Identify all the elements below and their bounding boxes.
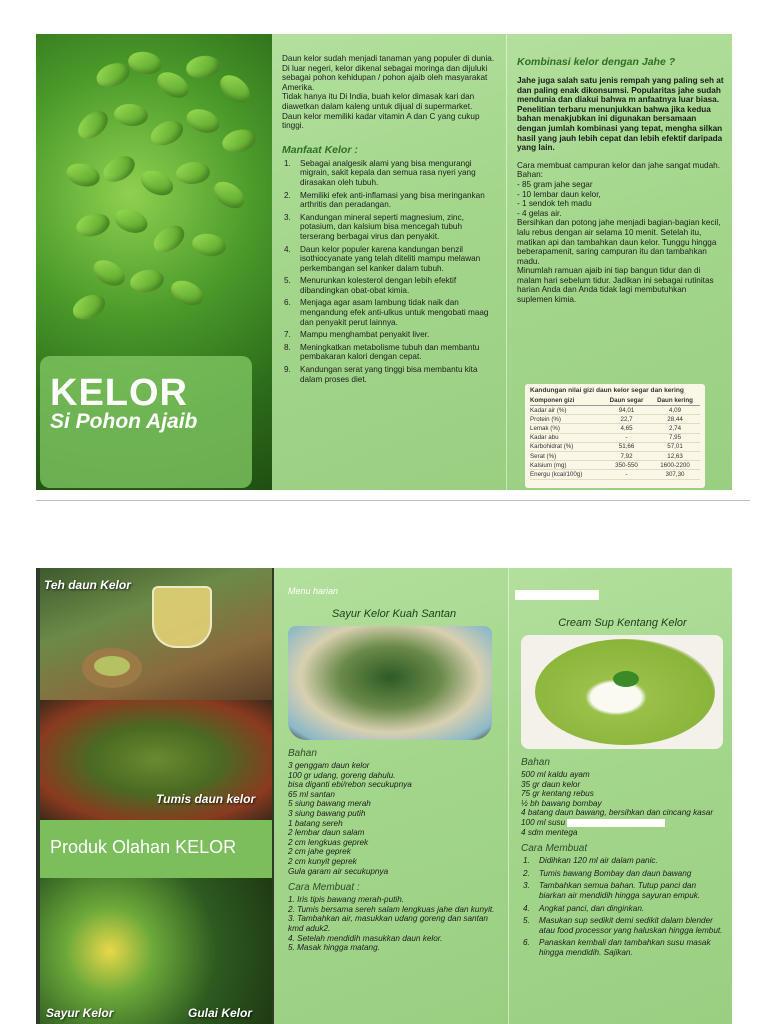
list-item: Gula garam air secukupnya <box>288 866 389 876</box>
brochure-outside-panel <box>36 34 732 490</box>
recipe1-bahan-label: Bahan <box>288 748 317 759</box>
list-item: 1. Didihkan 120 ml air dalam panic. <box>523 856 658 866</box>
produk-banner <box>40 820 272 878</box>
leaf-icon <box>149 220 189 258</box>
photo-cream-sup-kentang-kelor <box>521 635 723 749</box>
list-item: 5. Masak hingga matang. <box>288 943 380 953</box>
intro-paragraph: Daun kelor sudah menjadi tanaman yang populer di dunia. Di luar negeri, kelor dikenal sebagai moringa dan dijuluki sebagai pohon kehidupan / pohon ajaib oleh masyarakat Amerika. <box>282 54 495 92</box>
leaf-icon <box>89 255 129 291</box>
leaf-icon <box>111 205 150 237</box>
blank-label <box>515 590 599 600</box>
table-row: Kalsium (mg) 350-550 1600-2200 <box>530 461 700 470</box>
list-item: 2. Tumis bersama sereh salam lengkuas jahe dan kunyit. <box>288 904 495 914</box>
recipe2-title: Cream Sup Kentang Kelor <box>558 617 687 629</box>
leaf-icon <box>74 210 113 240</box>
leaf-icon <box>613 671 639 687</box>
list-item: 4. Angkat panci, dan dinginkan. <box>523 903 645 913</box>
caption-tumis: Tumis daun kelor <box>156 792 256 806</box>
table-header: Komponen gizi <box>530 396 603 406</box>
leaf-icon <box>175 161 211 186</box>
list-item: 4. Setelah mendidih masukkan daun kelor. <box>288 933 443 943</box>
list-item: 4 batang daun bawang, bersihkan dan cincang kasar <box>521 808 714 818</box>
table-row: Energu (kcal/100g) - 307,30 <box>530 470 700 479</box>
jahe-bahan-label: Bahan: <box>517 170 543 180</box>
nutrition-table <box>530 396 700 480</box>
table-row: Serat (%) 7,92 12,63 <box>530 451 700 460</box>
jahe-bahan-item: - 1 sendok teh madu <box>517 199 592 209</box>
list-item: 5. Menurunkan kolesterol dengan lebih efektif dibandingkan obat-obat kimia. <box>284 276 457 295</box>
nutrition-title: Kandungan nilai gizi daun kelor segar dan kering <box>530 387 684 394</box>
intro-text <box>282 54 496 131</box>
jahe-recipe <box>517 161 724 305</box>
table-row: Kadar air (%) 94,01 4,09 <box>530 406 700 415</box>
jahe-text <box>517 76 724 153</box>
recipe2-column <box>508 568 732 1024</box>
list-item: bisa diganti ebi/rebon secukupnya <box>288 780 412 790</box>
photo-tumis-daun-kelor <box>40 700 272 820</box>
recipe2-cara <box>521 856 724 957</box>
leaf-icon <box>209 176 249 214</box>
list-item: 65 ml santan <box>288 789 335 799</box>
redaction-bar <box>567 819 665 827</box>
recipe2-bahan-label: Bahan <box>521 757 550 768</box>
menu-label: Menu harian <box>288 586 339 596</box>
intro-paragraph: Tidak hanya itu Di India, buah kelor dimasak kari dan diawetkan dalam kaleng untuk dijual di supermarket. <box>282 92 475 111</box>
leaf-icon <box>220 126 259 156</box>
leaf-icon <box>215 70 255 109</box>
caption-sayur: Sayur Kelor <box>46 1006 114 1020</box>
list-item: 2 cm kunyit geprek <box>288 856 357 866</box>
list-item: 2. Memiliki efek anti-inflamasi yang bisa meringankan arthritis dan peradangan. <box>284 190 485 210</box>
produk-title: Produk Olahan KELOR <box>50 837 237 857</box>
jahe-bahan-item: - 85 gram jahe segar <box>517 179 593 189</box>
leaf-icon <box>137 166 177 200</box>
recipe1-cara <box>288 895 500 953</box>
brochure-inside-panel <box>36 568 732 1024</box>
cover-title: KELOR <box>50 372 188 414</box>
table-header: Daun segar <box>603 396 650 406</box>
soup-bowl-icon <box>535 639 715 745</box>
list-item: 3 siung bawang putih <box>288 808 366 818</box>
tea-cup-icon <box>152 586 212 648</box>
nutrition-table-card <box>525 384 705 488</box>
list-item: 4 sdm mentega <box>521 827 578 837</box>
leaf-icon <box>93 59 132 91</box>
list-item: 7. Mampu menghambat penyakit liver. <box>284 330 430 340</box>
table-header: Daun kering <box>650 396 700 406</box>
leaf-icon <box>99 151 139 187</box>
jahe-step: Bersihkan dan potong jahe menjadi bagian-bagian kecil, lalu rebus dengan air selama 10 menit. Setelah itu, matikan api dan tambahkan daun kelor. Tunggu hingga beberapamenit, saring campuran itu dan tambahkan madu. <box>517 218 721 266</box>
list-item: 6. Panaskan kembali dan tambahkan susu masak hingga mendidih. Sajikan. <box>523 938 711 957</box>
cover-subtitle: Si Pohon Ajaib <box>50 410 198 433</box>
jahe-paragraph: Penelitian terbaru menunjukkan bahwa jika kedua bahan menakjubkan ini digunakan bersamaan dengan jumlah kombinasi yang tepat, mengha silkan hasil yang jauh lebih cepat dan lebih efektif daripada yang lain. <box>517 104 723 153</box>
table-row: Protein (%) 22,7 28,44 <box>530 415 700 424</box>
leaf-icon <box>113 103 149 128</box>
jahe-cara-intro: Cara membuat campuran kelor dan jahe sangat mudah. <box>517 160 720 170</box>
middle-column <box>272 34 506 490</box>
table-row: Lemak (%) 4,65 2,74 <box>530 424 700 433</box>
list-item: 100 gr udang, goreng dahulu. <box>288 770 396 780</box>
list-item: 1. Iris tipis bawang merah-putih. <box>288 895 405 905</box>
list-item: 2 cm jahe geprek <box>288 847 351 857</box>
leaf-icon <box>147 116 187 150</box>
recipe1-bahan <box>288 761 500 876</box>
leaf-icon <box>64 160 103 190</box>
jahe-step: Minumlah ramuan ajaib ini tiap bangun tidur dan di malam hari sebelum tidur. Jadikan ini sebagai rutinitas harian Anda dan Anda tidak lagi membutuhkan suplemen kimia. <box>517 266 714 305</box>
intro-paragraph: Daun kelor memiliki kadar vitamin A dan C yang cukup tinggi. <box>282 111 480 131</box>
leaf-icon <box>190 231 227 259</box>
photo-sayur-kelor-kuah-santan <box>288 626 492 740</box>
leaf-icon <box>73 106 113 145</box>
list-item: 2 cm lengkuas geprek <box>288 837 369 847</box>
list-item: 2. Tumis bawang Bombay dan daun bawang <box>523 868 692 878</box>
leaf-icon <box>128 267 165 295</box>
leaf-icon <box>69 290 109 324</box>
photo-teh-daun-kelor <box>40 568 272 700</box>
list-item: 4. Daun kelor populer karena kandungan benzil isothiocyanate yang telah diteliti mampu melawan perkembangan sel kanker dalam tubuh. <box>284 244 481 273</box>
list-item: 1 batang sereh <box>288 818 343 828</box>
right-column <box>506 34 732 490</box>
table-row: Kadar abu - 7,95 <box>530 433 700 442</box>
jahe-paragraph: Jahe juga salah satu jenis rempah yang paling seh at dan paling enak dikonsumsi. Popularitas jahe sudah mendunia dan diakui bahwa m anfaatnya luar biasa. <box>517 76 724 105</box>
list-item: 1. Sebagai analgesik alami yang bisa mengurangi migrain, sakit kepala dan semua rasa nyeri yang dirasakan oleh tubuh. <box>284 158 476 187</box>
list-item: 2 lembar daun salam <box>288 828 365 838</box>
list-item: 35 gr daun kelor <box>521 779 581 789</box>
leaf-icon <box>167 276 207 310</box>
list-item: 3 genggam daun kelor <box>288 761 370 770</box>
manfaat-heading: Manfaat Kelor : <box>282 143 358 156</box>
recipe1-column <box>274 568 508 1024</box>
caption-teh: Teh daun Kelor <box>44 578 131 592</box>
jahe-bahan-item: - 10 lembar daun kelor, <box>517 189 601 199</box>
leaf-icon <box>126 49 163 77</box>
list-item: 5 siung bawang merah <box>288 799 371 809</box>
jahe-bahan-item: - 4 gelas air. <box>517 208 562 218</box>
list-item: ½ bh bawang bombay <box>521 798 602 808</box>
list-item: 5. Masukan sup sedikit demi sedikit dalam blender atau food processor yang haluskan hingga lembut. <box>523 916 723 935</box>
powder-icon <box>94 656 130 676</box>
table-row: Karbohidrat (%) 51,66 57,01 <box>530 442 700 451</box>
caption-gulai: Gulai Kelor <box>188 1006 253 1020</box>
list-item: 500 ml kaldu ayam <box>521 770 590 779</box>
photo-sayur-gulai-kelor <box>40 878 272 1024</box>
recipe2-bahan <box>521 770 724 837</box>
recipe1-cara-label: Cara Membuat : <box>288 882 360 894</box>
cover-photo-moringa-branch <box>36 34 272 490</box>
list-item: 3. Kandungan mineral seperti magnesium, zinc, potasium, dan kalsium bisa mencegah tubuh terserang berbagai virus dan penyakit. <box>284 212 464 241</box>
page-divider <box>36 500 750 501</box>
list-item: 3. Tambahkan air, masukkan udang goreng dan santan kmd aduk2. <box>288 914 488 933</box>
list-item: 9. Kandungan serat yang tinggi bisa membantu kita dalam proses diet. <box>284 365 478 384</box>
products-column <box>36 568 274 1024</box>
manfaat-list <box>282 159 496 384</box>
list-item: 100 ml susu <box>521 818 724 828</box>
jahe-heading: Kombinasi kelor dengan Jahe ? <box>517 56 676 68</box>
list-item: 8. Meningkatkan metabolisme tubuh dan membantu pembakaran kalori dengan cepat. <box>284 342 480 362</box>
recipe2-cara-label: Cara Membuat <box>521 843 588 855</box>
leaf-icon <box>184 53 221 81</box>
list-item: 3. Tambahkan semua bahan. Tutup panci dan biarkan air mendidih hingga sayuran empuk. <box>523 881 701 900</box>
list-item: 75 gr kentang rebus <box>521 789 594 799</box>
list-item: 6. Menjaga agar asam lambung tidak naik dan mengandung efek anti-ulkus untuk mengobati maag dan penyakit perut lainnya. <box>284 298 489 327</box>
recipe1-title: Sayur Kelor Kuah Santan <box>331 608 457 620</box>
leaf-icon <box>183 105 222 137</box>
